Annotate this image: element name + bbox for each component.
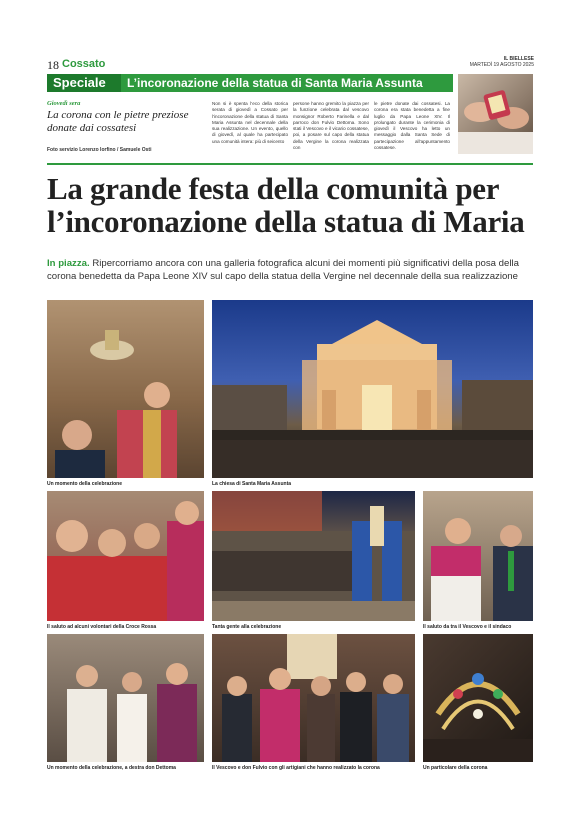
photo-credit: Foto servizio Lorenzo Iorfino / Samuele Osti [47,147,152,153]
church-photo [212,300,533,478]
page-number: 18 [47,58,59,72]
caption-4: Tanta gente alla celebrazione [212,624,282,630]
celebration-image-1 [47,300,204,478]
special-tag: Speciale [47,74,121,92]
kicker: Giovedì sera [47,100,81,107]
crowd-image [212,491,415,621]
caption-7: Il Vescovo e don Fulvio con gli artigiani che hanno realizzato la corona [212,765,380,771]
band-headline: L’incoronazione della statua di Santa Maria Assunta [127,76,423,90]
masthead [470,56,534,68]
caption-1: Un momento della celebrazione [47,481,123,487]
paper-date: MARTEDÌ 19 AGOSTO 2025 [469,62,534,68]
main-title: La grande festa della comunità per l’incoronazione della statua di Maria [47,171,525,239]
volunteers-image [47,491,204,621]
caption-5: Il saluto da tra il Vescovo e il sindaco [423,624,512,630]
crown-photo [423,634,533,762]
divider-rule [47,163,533,165]
caption-3: Il saluto ad alcuni volontari della Croce Rossa [47,624,157,630]
celebration-image-2 [47,634,204,762]
lead-paragraph [47,257,533,283]
artisans-image [212,634,415,762]
article-column-2: persone hanno gremito la piazza per la funzione celebrata dal vescovo monsignor Roberto Farinella e dal parroco don Fulvio Dettoma. Sono stati il Vescovo e il vicario cossatese, poi, a posare sul capo della statua della Vergine la corona realizzata con [293,101,369,151]
paper-name: IL BIELLESE [503,56,534,62]
celebration-photo-1 [47,300,204,478]
church-image [212,300,533,478]
section-name: Cossato [62,58,106,70]
caption-6: Un momento della celebrazione, a destra don Dettoma [47,765,176,771]
crowd-photo [212,491,415,621]
hands-crown-image [458,74,533,154]
crown-image [423,634,533,762]
artisans-photo [212,634,415,762]
article-column-3: le pietre donate dai cossatesi. La corona era stata benedetta a fine luglio da Papa Leone XIV. Il prolungato durante la cerimonia di giovedì il Vescovo ha letto un messaggio dalla Santa Sede di partecipazione all’appuntamento cossatese. [374,101,450,151]
article-column-1: Non si è spenta l’eco della storica serata di giovedì a Cossato per l’incoronazione della statua di Santa Maria Assunta nel decennale della sua realizzazione. Un evento, quello di giovedì, al quale ha partecipato una comunità intera: più di seicento [212,101,288,144]
volunteers-photo [47,491,204,621]
bishop-mayor-image [423,491,533,621]
lead-in: In piazza. [47,258,90,269]
caption-2: La chiesa di Santa Maria Assunta [212,481,292,487]
hands-crown-photo [458,74,533,154]
bishop-mayor-photo [423,491,533,621]
celebration-photo-2 [47,634,204,762]
caption-8: Un particolare della corona [423,765,488,771]
section-band [47,74,453,92]
subheadline: La corona con le pietre preziose donate dai cossatesi [47,109,189,134]
lead-text: Ripercorriamo ancora con una galleria fotografica alcuni dei momenti più significativi della posa della corona benedetta da Papa Leone XIV sul capo della statua della Vergine nel decennale della sua realizzazione [47,258,519,282]
